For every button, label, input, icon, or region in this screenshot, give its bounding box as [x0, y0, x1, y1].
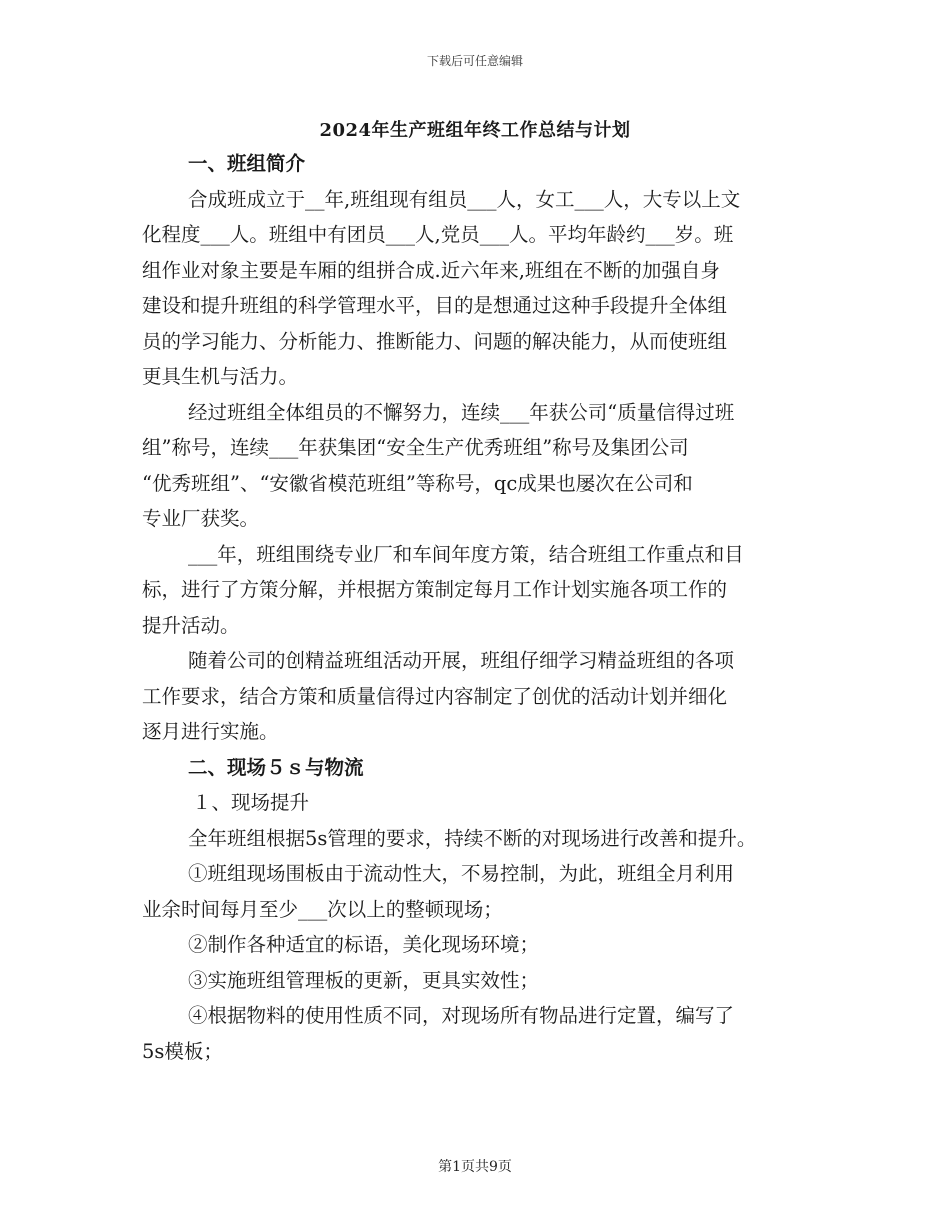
header-note: 下载后可任意编辑	[426, 54, 523, 68]
document-title: 2024年生产班组年终工作总结与计划	[319, 120, 631, 141]
page-footer: 第1页共9页	[438, 1159, 512, 1175]
text-line: ①班组现场围板由于流动性大，不易控制，为此，班组全月利用	[188, 862, 735, 885]
paragraph-plan	[142, 537, 822, 644]
subsection-heading: １、现场提升	[192, 791, 310, 814]
text-line: 专业厂获奖。	[142, 507, 260, 530]
list-item	[142, 856, 822, 927]
list-item: ③实施班组管理板的更新，更具实效性；	[188, 968, 540, 992]
section-heading-2: 二、现场５ｓ与物流	[188, 755, 364, 779]
text-line: 业余时间每月至少___次以上的整顿现场；	[142, 897, 503, 921]
text-line: “优秀班组”、“安徽省模范班组”等称号，qc成果也屡次在公司和	[142, 471, 693, 495]
paragraph-lean	[142, 643, 822, 750]
text-line: 标，进行了方策分解，并根据方策制定每月工作计划实施各项工作的	[142, 578, 728, 601]
text-line: 经过班组全体组员的不懈努力，连续___年获公司“质量信得过班	[188, 400, 735, 424]
text-line: 员的学习能力、分析能力、推断能力、问题的解决能力，从而使班组	[142, 329, 728, 353]
text-line: 提升活动。	[142, 613, 240, 637]
text-line: 更具生机与活力。	[142, 365, 299, 388]
text-line: 随着公司的创精益班组活动开展，班组仔细学习精益班组的各项	[188, 649, 735, 672]
text-line: 合成班成立于__年,班组现有组员___人，女工___人，大专以上文	[188, 187, 741, 211]
text-line: ___年，班组围绕专业厂和车间年度方策，结合班组工作重点和目	[188, 542, 744, 566]
text-line: 化程度___人。班组中有团员___人,党员___人。平均年龄约___岁。班	[142, 223, 734, 246]
list-item	[142, 998, 822, 1069]
text-line: 5s模板；	[142, 1039, 223, 1063]
text-line: 组作业对象主要是车厢的组拼合成.近六年来,班组在不断的加强自身	[142, 258, 720, 282]
section-heading-1: 一、班组简介	[188, 152, 306, 175]
paragraph-5s: 全年班组根据5s管理的要求，持续不断的对现场进行改善和提升。	[188, 826, 757, 850]
list-item: ②制作各种适宜的标语，美化现场环境；	[188, 933, 540, 956]
text-line: 逐月进行实施。	[142, 720, 279, 743]
text-line: 工作要求，结合方策和质量信得过内容制定了创优的活动计划并细化	[142, 684, 728, 708]
text-line: 建设和提升班组的科学管理水平，目的是想通过这种手段提升全体组	[142, 294, 728, 317]
text-line: ④根据物料的使用性质不同，对现场所有物品进行定置，编写了	[188, 1004, 735, 1027]
paragraph-honors	[142, 395, 822, 537]
paragraph-intro	[142, 182, 822, 395]
text-line: 组”称号，连续___年获集团“安全生产优秀班组”称号及集团公司	[142, 436, 689, 459]
document-body	[142, 146, 822, 1069]
